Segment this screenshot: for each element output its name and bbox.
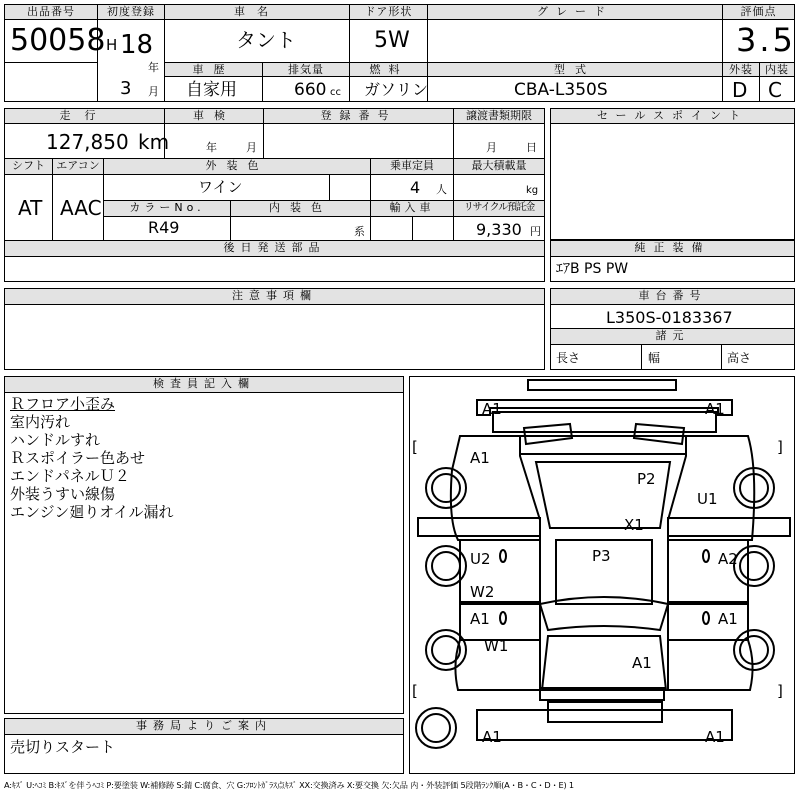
inspection-month-unit: 月: [246, 141, 257, 154]
chassis-label: 車台番号: [550, 288, 795, 305]
damage-mark: U1: [697, 490, 718, 508]
mileage-unit: km: [138, 130, 170, 154]
door-type-label: ドア形状: [349, 4, 428, 20]
inspection-label: 車検: [164, 108, 264, 124]
bracket-mark: ]: [777, 682, 783, 700]
interior-color-label: 内装色: [230, 200, 371, 217]
grade-label: グレード: [427, 4, 723, 20]
right-front-panel: [668, 436, 754, 540]
mileage: 127,850: [46, 130, 129, 154]
exterior-color: ワイン: [198, 178, 243, 196]
aircon: AAC: [60, 196, 102, 220]
sales-points-label: セールスポイント: [550, 108, 795, 124]
inspector-line: ハンドルすれ: [10, 431, 101, 449]
car-name-label: 車名: [164, 4, 350, 20]
interior-label: 内装: [759, 62, 795, 77]
damage-mark: A1: [470, 449, 490, 467]
era-mark: H: [106, 36, 118, 54]
equipment-value: ｴｱB PS PW: [556, 261, 629, 277]
fuel: ガソリン: [364, 80, 429, 99]
inspector-label: 検査員記入欄: [4, 376, 404, 393]
inspector-line: 室内汚れ: [10, 413, 71, 431]
transfer-day-unit: 日: [526, 141, 537, 154]
model-label: 型式: [427, 62, 723, 77]
inspector-line: 外装うすい線傷: [10, 485, 116, 503]
damage-mark: W1: [484, 637, 509, 655]
damage-mark: P3: [592, 547, 611, 565]
color-number-label: カラーNo.: [103, 200, 231, 217]
inspector-line: Ｒフロア小歪み: [10, 395, 116, 413]
bracket-mark: ]: [777, 438, 783, 456]
year-unit: 年: [148, 61, 159, 74]
color-number: R49: [148, 218, 180, 237]
left-front-panel: [451, 436, 540, 540]
displacement-label: 排気量: [262, 62, 350, 77]
first-registration-month: 3: [120, 78, 132, 99]
chassis-number: L350S-0183367: [606, 308, 733, 327]
height-label: 高さ: [727, 351, 752, 365]
model: CBA-L350S: [514, 80, 608, 100]
capacity-label: 乗車定員: [370, 158, 454, 175]
history: 自家用: [186, 80, 237, 100]
rear-bumper-shape: [477, 710, 732, 740]
bracket-mark: [: [412, 438, 418, 456]
inspector-line: エンドパネルＵ２: [10, 467, 130, 485]
specs-label: 諸元: [550, 328, 795, 345]
sales-points-block: [550, 108, 795, 240]
transfer-month-unit: 月: [486, 141, 497, 154]
office-label: 事務局よりご案内: [4, 718, 404, 735]
recycle-deposit: 9,330: [476, 220, 522, 239]
registration-number-label: 登録番号: [263, 108, 454, 124]
damage-mark: A1: [718, 610, 738, 628]
notes-label: 注意事項欄: [4, 288, 545, 305]
max-load-unit: kg: [526, 185, 539, 196]
damage-mark: A1: [470, 610, 490, 628]
capacity-unit: 人: [436, 183, 447, 196]
recycle-deposit-label: リサイクル預託金: [453, 200, 545, 217]
width-label: 幅: [648, 351, 661, 365]
rear-glass-shape: [540, 597, 668, 630]
lot-number: 50058: [10, 23, 106, 58]
legend: A:ｷｽﾞ U:ﾍｺﾐ B:ｷｽﾞを伴うﾍｺﾐ P:要塗装 W:補修跡 S:錆 C:腐食、穴 G:ﾌﾛﾝﾄｶﾞﾗｽ点ｷｽﾞ XX:交換済み X:要交換 欠:欠品 内・外装評価 5段階ﾗﾝｸ順(A・B・C・D・E) 1: [4, 780, 574, 790]
damage-mark: W2: [470, 583, 495, 601]
interior-score: C: [768, 78, 782, 102]
fuel-label: 燃料: [349, 62, 428, 77]
damage-mark: A1: [705, 728, 725, 746]
damage-mark: A1: [632, 654, 652, 672]
interior-color-unit: 系: [354, 225, 365, 238]
import-label: 輸入車: [370, 200, 454, 217]
inspector-notes: [10, 395, 174, 521]
score: 3.5: [736, 21, 796, 59]
inspector-line: エンジン廻りオイル漏れ: [10, 503, 174, 521]
office-text: 売切りスタート: [10, 738, 116, 756]
car-name: タント: [236, 28, 296, 52]
capacity: 4: [410, 178, 421, 197]
shift-label: シフト: [4, 158, 53, 175]
car-diagram: [409, 376, 795, 774]
mileage-label: 走行: [4, 108, 165, 124]
later-parts-label: 後日発送部品: [4, 240, 545, 257]
exterior-label: 外装: [722, 62, 760, 77]
door-type: 5W: [374, 28, 410, 53]
first-registration-label: 初度登録: [97, 4, 165, 20]
max-load-label: 最大積載量: [453, 158, 545, 175]
length-label: 長さ: [556, 351, 581, 365]
exterior-score: D: [732, 78, 748, 102]
lot-number-label: 出品番号: [4, 4, 98, 20]
hood-edge-shape: [493, 412, 716, 432]
displacement-unit: cc: [330, 87, 341, 98]
transfer-deadline-label: 譲渡書類期限: [453, 108, 545, 124]
history-label: 車歴: [164, 62, 263, 77]
inspection-year-unit: 年: [206, 141, 217, 154]
first-registration-year: 18: [120, 30, 154, 60]
inspector-line: Ｒスポイラー色あせ: [10, 449, 146, 467]
bracket-mark: [: [412, 682, 418, 700]
aircon-label: エアコン: [52, 158, 104, 175]
month-unit: 月: [148, 85, 159, 98]
score-label: 評価点: [722, 4, 795, 20]
damage-mark: A1: [482, 400, 502, 418]
displacement: 660: [294, 80, 327, 100]
damage-mark: U2: [470, 550, 491, 568]
damage-mark: A1: [482, 728, 502, 746]
shift: AT: [18, 196, 43, 220]
equipment-label: 純正装備: [550, 240, 795, 257]
exterior-color-label: 外装色: [103, 158, 371, 175]
damage-mark: X1: [624, 516, 644, 534]
front-bumper-top: [528, 380, 676, 390]
damage-mark: P2: [637, 470, 656, 488]
damage-mark: A2: [718, 550, 738, 568]
damage-mark: A1: [705, 400, 725, 418]
recycle-deposit-unit: 円: [530, 225, 541, 238]
